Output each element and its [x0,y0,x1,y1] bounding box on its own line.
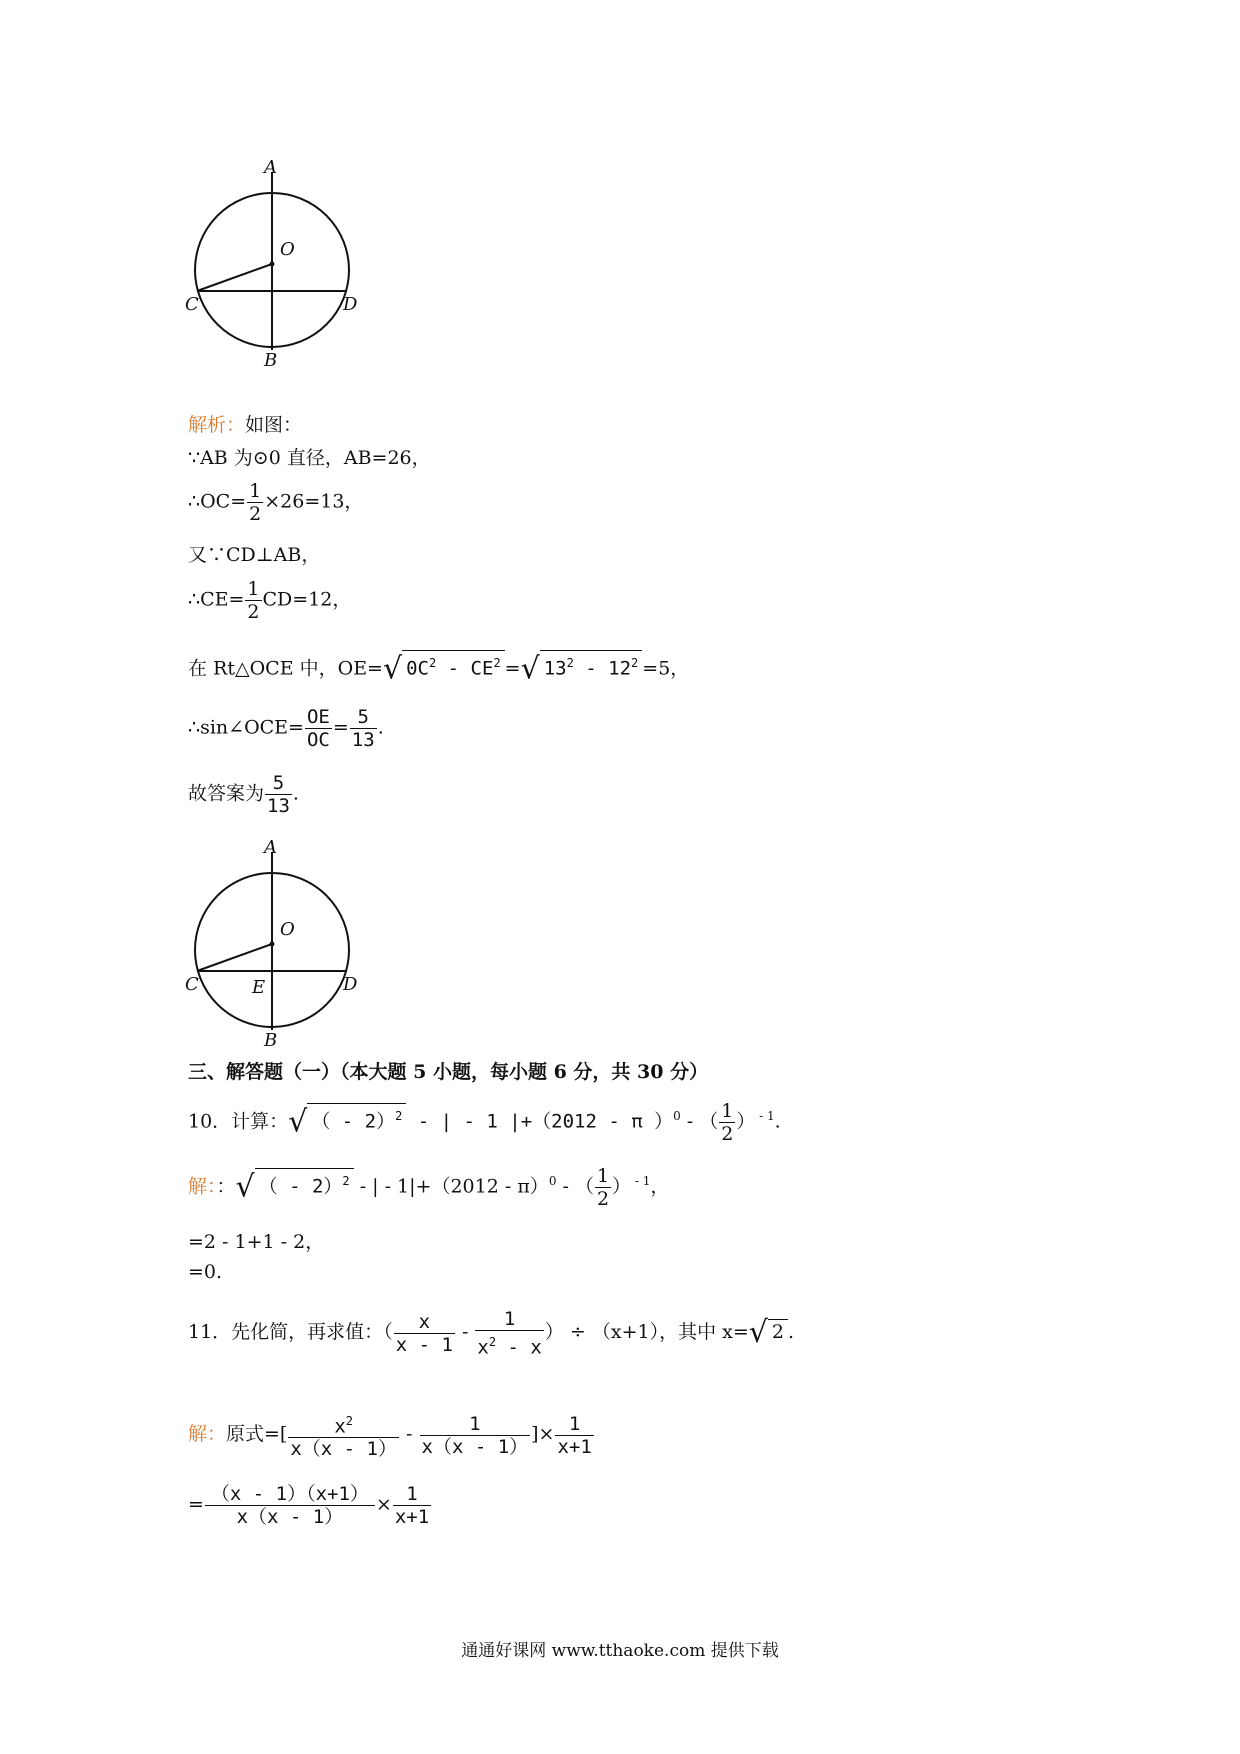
l4-pre: ∴CE= [188,588,245,611]
sqrt-minus-two [307,1103,406,1133]
fraction-5-13 [350,706,377,751]
solution-11 [188,1410,595,1460]
l6-pre: ∴sin∠OCE= [188,716,304,739]
radius-oc [197,944,272,971]
fraction-x2-over-xx1 [288,1410,399,1460]
circle-figure-1 [180,160,370,370]
frac-den: x - 1 [395,1333,453,1356]
sol10-mid: - | - 1|+（2012 - π） [353,1175,549,1198]
fraction-1-over-x-plus-1 [393,1483,431,1528]
frac-num: 5 [272,772,285,794]
label-d: D [343,294,358,315]
frac-num: 1 [249,480,262,502]
l5-pre: 在 Rt△OCE 中，OE= [188,657,383,680]
den-term-2: - x [496,1336,542,1359]
sqrt-minus-two [255,1168,354,1198]
analysis-line-5 [188,650,690,687]
label-d: D [343,974,358,995]
q11-post: . [788,1321,795,1344]
frac-den [475,1330,543,1358]
q11-close: ） [544,1321,564,1344]
q10-mid: - | - 1 |+（2012 - π ） [406,1110,674,1133]
analysis-line-1: ∵AB 为⊙0 直径，AB=26， [188,447,431,469]
radical-sign: √ [288,1104,308,1140]
q11-label: 11．先化简，再求值： [188,1321,384,1344]
l2-post: ×26=13， [264,490,364,513]
radical-sign: √ [382,651,403,687]
sol11-minus: - [400,1423,419,1446]
rad-term-2: - CE [436,657,494,680]
frac-den: x（x - 1） [290,1438,397,1461]
sol10-close: ） [612,1175,632,1198]
exponent-zero: 0 [548,1174,557,1189]
fraction-half-2 [245,578,261,623]
label-b: B [264,350,278,370]
label-o: O [280,239,295,260]
frac-num: 1 [503,1308,516,1330]
radical-sign: √ [520,651,540,687]
exponent: 2 [342,1174,350,1189]
frac-den: 13 [267,795,290,817]
frac-den: x（x - 1） [421,1435,529,1458]
center-point [270,262,275,267]
frac-num: 1 [406,1483,418,1505]
analysis-line-2 [188,480,363,525]
label-b: B [264,1030,278,1050]
l6-post: . [377,716,384,739]
sol11-pre: 原式=[ [226,1423,288,1446]
fraction-1-over-xx1 [420,1413,531,1458]
label-e: E [252,977,266,998]
exponent: 2 [345,1414,354,1428]
fraction-1-over-x-plus-1 [555,1413,593,1458]
fraction-answer [265,772,292,817]
frac-num: 1 [596,1165,610,1187]
sqrt-two: 2 [768,1319,788,1344]
exponent: 2 [395,1109,403,1124]
solution-label: 解： [188,1423,227,1446]
frac-num: 5 [357,706,369,728]
frac-den: x+1 [394,1506,430,1528]
label-a: A [264,840,277,858]
circle-figure-2 [180,840,370,1050]
l7-post: . [292,782,299,805]
sol10-pre: ： [216,1175,236,1198]
rad-term: （ - 2） [258,1175,343,1198]
label-a: A [264,160,277,178]
fraction-half [247,480,263,525]
frac-den: 2 [721,1123,734,1145]
sol11-eq: = [188,1493,204,1516]
frac-num: OE [306,706,330,728]
sqrt-oc-ce [402,650,505,680]
frac-den: 13 [351,729,375,751]
rad-term-4: - 12 [573,657,632,680]
sol10-dash: - （ [556,1175,594,1198]
fraction-oe-oc [305,706,332,751]
rad-term: （ - 2） [311,1110,396,1133]
frac-num [288,1410,399,1437]
analysis-line-4 [188,578,351,623]
exponent: 2 [429,656,437,670]
frac-num: 1 [247,578,260,600]
l4-post: CD=12， [262,588,352,611]
frac-num: 1 [721,1100,734,1122]
sqrt-13-12 [540,650,643,680]
frac-num: x [418,1310,431,1333]
fraction-1-over-x2-minus-x [475,1308,543,1358]
equals: = [332,716,349,739]
analysis-line-3: 又∵CD⊥AB， [188,544,321,566]
solution-10-line-2: =2 - 1+1 - 2， [188,1231,325,1253]
q11-open: （ [383,1321,393,1344]
label-o: O [280,919,295,940]
fraction-half [595,1165,611,1210]
q11-minus: - [455,1321,475,1344]
exponent-minus-one: - 1 [631,1174,651,1189]
label-c: C [185,294,199,315]
analysis-line-7 [188,772,299,817]
exponent-zero: 0 [673,1109,681,1124]
rad-term-1: 0C [406,657,429,680]
frac-den: x+1 [557,1435,592,1458]
frac-den: OC [306,729,330,751]
radius-oc [197,264,272,291]
page-footer: 通通好课网 www.tthaoke.com 提供下载 [461,1641,779,1661]
frac-num: 1 [568,1412,581,1435]
center-point [270,942,275,947]
solution-label: 解： [188,1175,217,1198]
q11-div: ÷ （x+1），其中 x= [563,1321,749,1344]
frac-den: 2 [596,1188,610,1210]
rad-term-3: 13 [543,657,567,680]
solution-11-line-2 [188,1483,432,1528]
analysis-label: 解析： [188,414,246,436]
sol11-times: × [375,1493,392,1516]
fraction-half [719,1100,735,1145]
analysis-intro [188,410,302,440]
analysis-intro-text: 如图： [245,414,303,436]
q10-dash: - （ [680,1110,719,1133]
analysis-line-6 [188,706,384,751]
exponent: 2 [631,656,639,670]
section-heading: 三、解答题（一）（本大题 5 小题，每小题 6 分，共 30 分） [188,1061,709,1083]
num-term: x [334,1415,346,1438]
frac-den: 2 [247,601,260,623]
frac-den: 2 [249,503,262,525]
sol11-times: ]× [531,1423,555,1446]
label-c: C [185,974,199,995]
exponent: 2 [493,656,501,670]
exponent-minus-one: - 1 [755,1109,775,1124]
solution-10 [188,1165,669,1210]
radical-sign: √ [235,1169,255,1205]
frac-den: x（x - 1） [205,1505,375,1528]
question-10 [188,1100,781,1145]
l7-pre: 故答案为 [188,782,265,805]
equals: = [504,657,521,680]
q10-close: ） [736,1110,756,1133]
l5-post: =5， [642,657,690,680]
frac-num: 1 [469,1412,481,1435]
radical-sign: √ [748,1315,768,1351]
fraction-x-over-x-minus-1 [394,1311,455,1356]
q10-post: . [774,1110,781,1133]
q10-label: 10．计算： [188,1110,289,1133]
l2-pre: ∴OC= [188,490,247,513]
exponent: 2 [488,1335,497,1349]
exponent: 2 [566,656,574,670]
solution-10-line-3: =0. [188,1261,223,1283]
sol10-post: ， [650,1175,670,1198]
fraction-product [205,1483,375,1528]
frac-num: （x - 1）（x+1） [210,1483,369,1505]
den-term-1: x [477,1336,489,1359]
question-11 [188,1308,794,1358]
